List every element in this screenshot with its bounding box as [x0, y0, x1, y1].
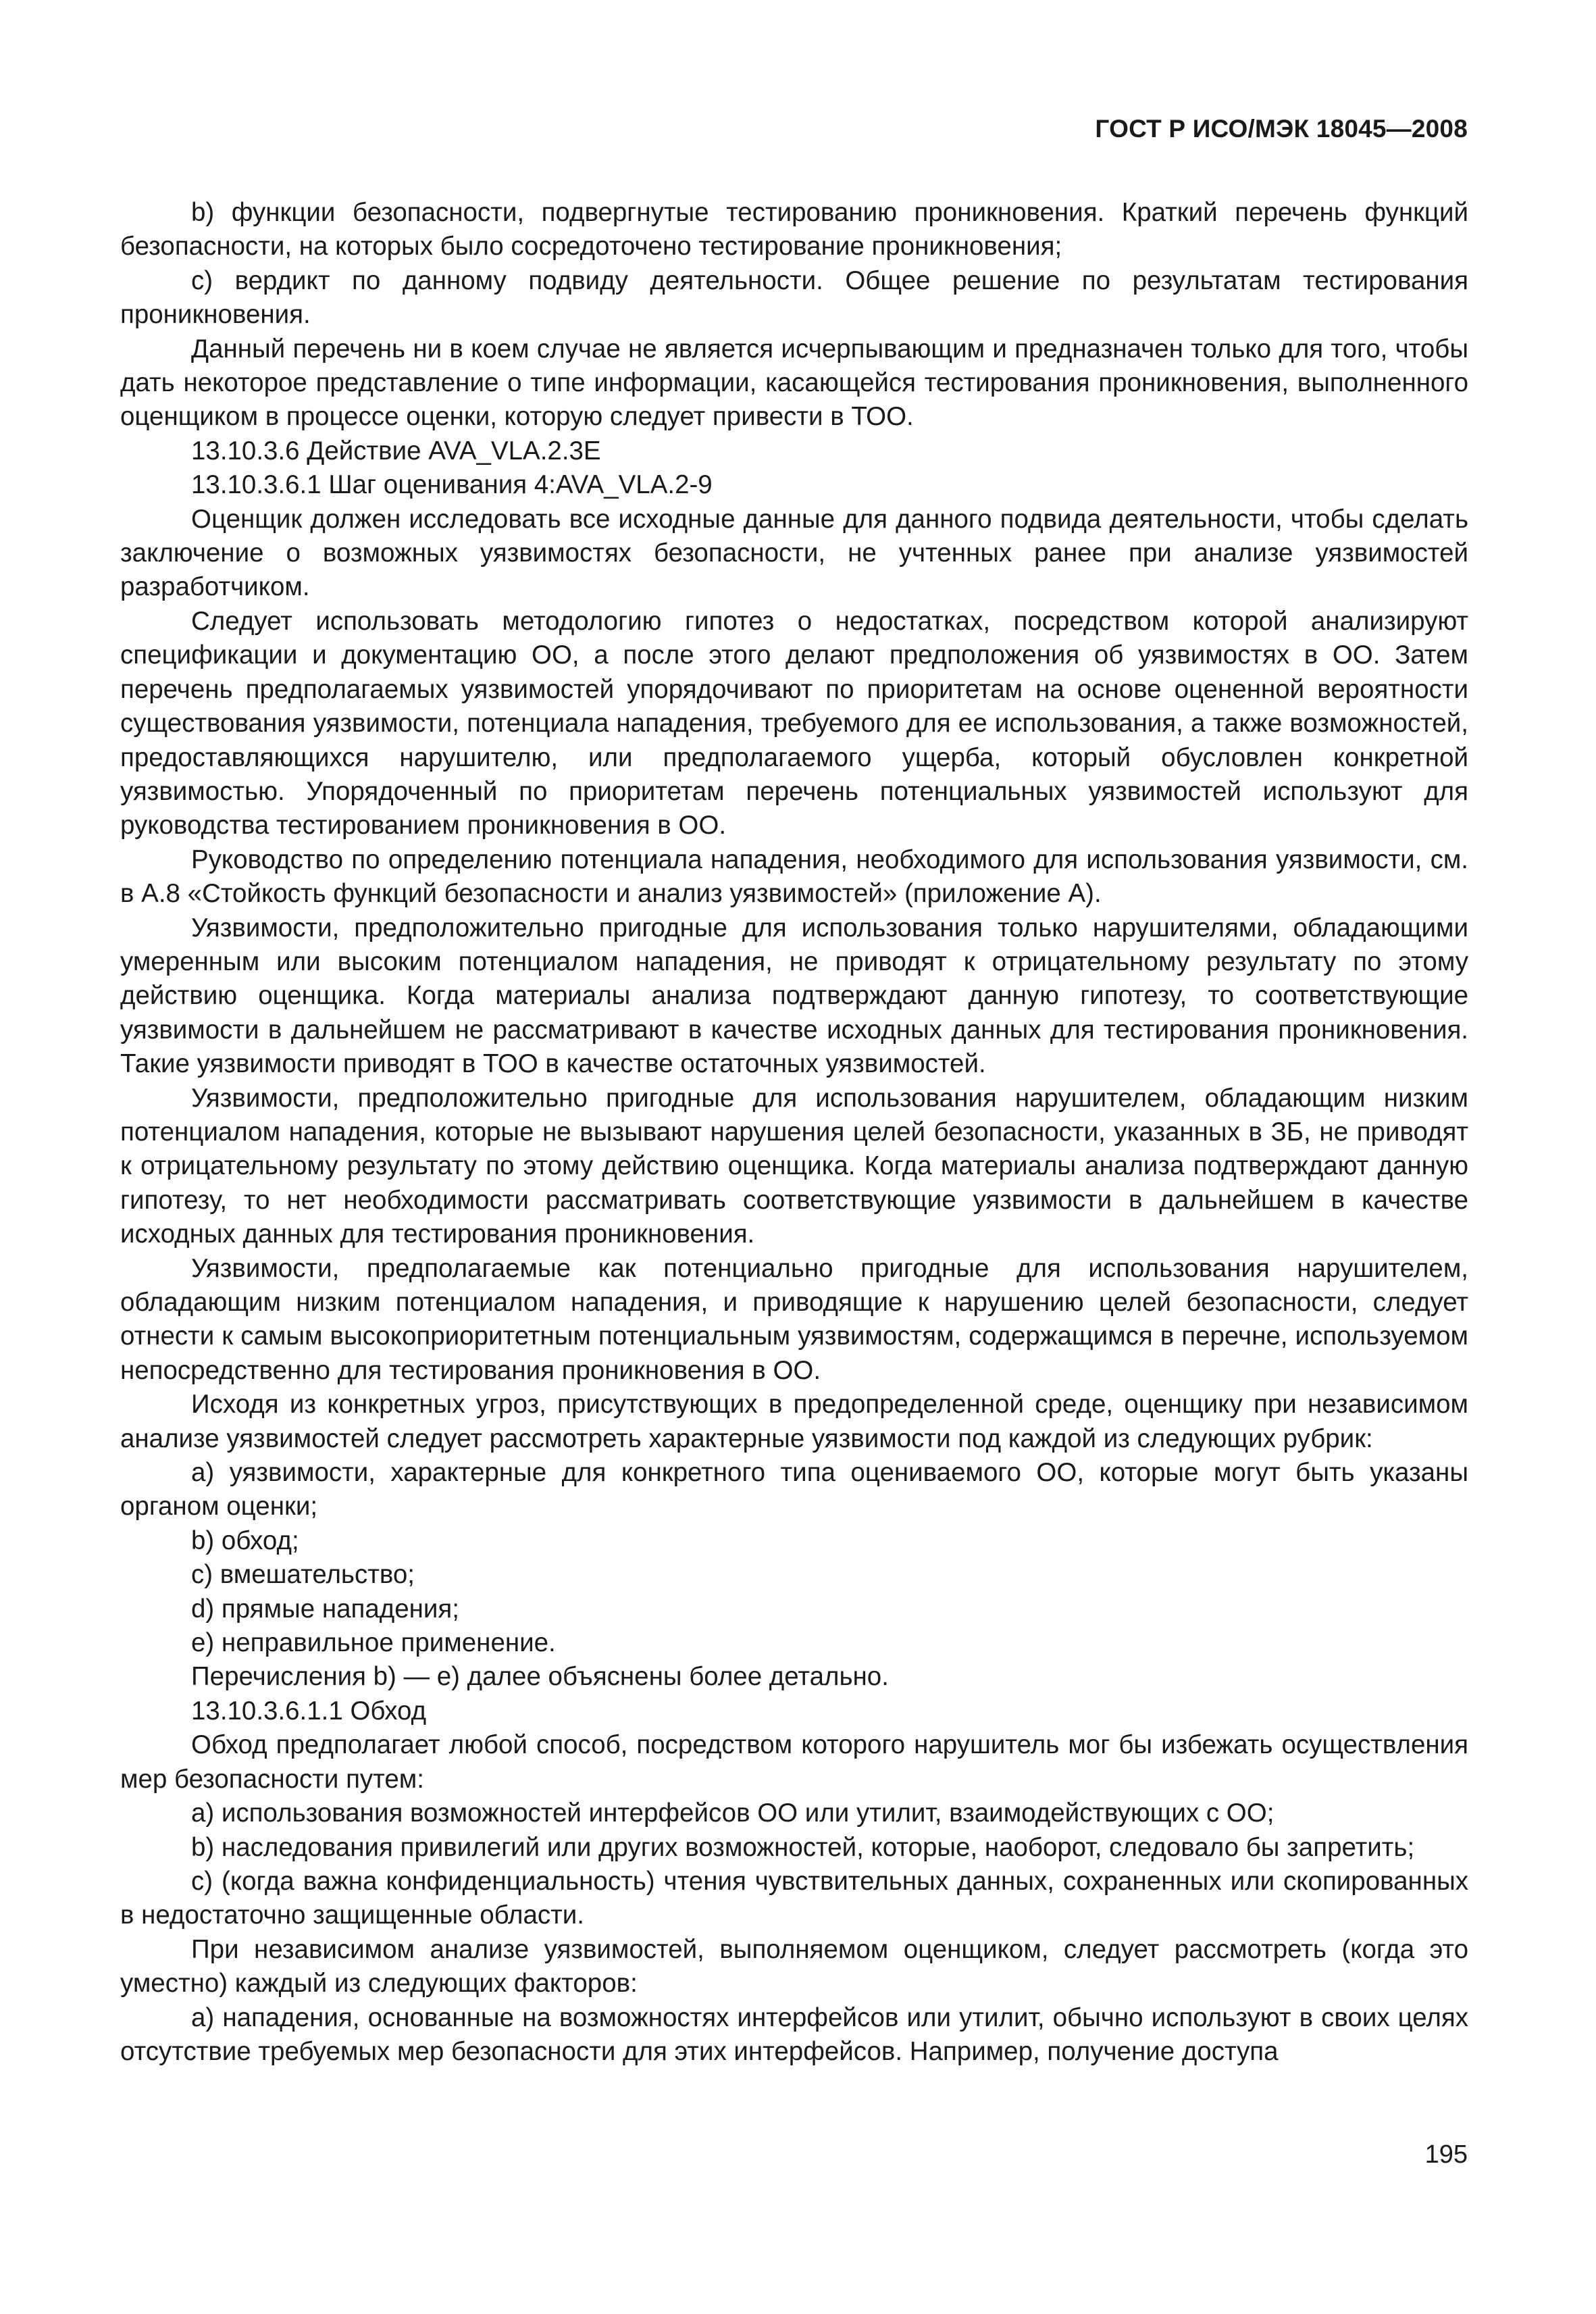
list-item: c) (когда важна конфиденциальность) чтения чувствительных данных, сохраненных или скопированных в недостаточно защищенные области.	[120, 1866, 1468, 1930]
paragraph: Исходя из конкретных угроз, присутствующих в предопределенной среде, оценщику при независимом анализе уязвимостей следует рассмотреть характерные уязвимости под каждой из следующих рубрик:	[120, 1390, 1468, 1453]
paragraph: Руководство по определению потенциала нападения, необходимого для использования уязвимости, см. в А.8 «Стойкость функций безопасности и анализ уязвимостей» (приложение А).	[120, 845, 1468, 909]
paragraph: b) функции безопасности, подвергнутые тестированию проникновения. Краткий перечень функций безопасности, на которых было сосредоточено тестирование проникновения;	[120, 198, 1468, 261]
paragraph: Следует использовать методологию гипотез о недостатках, посредством которой анализируют спецификации и документацию ОО, а после этого делают предположения об уязвимостях в ОО. Затем перечень предполагаемых уязвимостей упорядочивают по приоритетам на основе оцененной вероятности существования уязвимости, потенциала нападения, требуемого для ее использования, а также возможностей, предоставляющихся нарушителю, или предполагаемого ущерба, который обусловлен конкретной уязвимостью. Упорядоченный по приоритетам перечень потенциальных уязвимостей используют для руководства тестированием проникновения в ОО.	[120, 606, 1468, 840]
paragraph: При независимом анализе уязвимостей, выполняемом оценщиком, следует рассмотреть (когда это уместно) каждый из следующих факторов:	[120, 1934, 1468, 1998]
list-item: e) неправильное применение.	[191, 1628, 556, 1658]
list-item: a) использования возможностей интерфейсов ОО или утилит, взаимодействующих с ОО;	[191, 1799, 1275, 1828]
list-item: d) прямые нападения;	[191, 1594, 459, 1624]
paragraph: Данный перечень ни в коем случае не является исчерпывающим и предназначен только для того, чтобы дать некоторое представление о типе информации, касающейся тестирования проникновения, выполненного оценщиком в процессе оценки, которую следует привести в ТОО.	[120, 334, 1468, 432]
list-item: a) нападения, основанные на возможностях интерфейсов или утилит, обычно используют в своих целях отсутствие требуемых мер безопасности для этих интерфейсов. Например, получение доступа	[120, 2003, 1468, 2066]
list-item: c) вмешательство;	[191, 1560, 415, 1590]
paragraph: Перечисления b) — e) далее объяснены более детально.	[191, 1662, 889, 1692]
paragraph: Уязвимости, предположительно пригодные для использования нарушителем, обладающим низким потенциалом нападения, которые не вызывают нарушения целей безопасности, указанных в ЗБ, не приводят к отрицательному результату по этому действию оценщика. Когда материалы анализа подтверждают данную гипотезу, то нет необходимости рассматривать соответствующие уязвимости в дальнейшем в качестве исходных данных для тестирования проникновения.	[120, 1083, 1468, 1249]
page-number: 195	[1424, 2140, 1468, 2169]
paragraph: c) вердикт по данному подвиду деятельности. Общее решение по результатам тестирования проникновения.	[120, 266, 1468, 330]
body-text	[120, 196, 1468, 2069]
list-item: b) наследования привилегий или других возможностей, которые, наоборот, следовало бы запретить;	[191, 1832, 1415, 1862]
section-heading: 13.10.3.6 Действие AVA_VLA.2.3E	[191, 436, 601, 466]
section-heading: 13.10.3.6.1 Шаг оценивания 4:AVA_VLA.2-9	[191, 470, 713, 500]
standard-header: ГОСТ Р ИСО/МЭК 18045—2008	[1095, 115, 1468, 143]
paragraph: Обход предполагает любой способ, посредством которого нарушитель мог бы избежать осуществления мер безопасности путем:	[120, 1730, 1468, 1794]
section-heading: 13.10.3.6.1.1 Обход	[191, 1696, 427, 1726]
list-item: b) обход;	[191, 1526, 299, 1555]
paragraph: Уязвимости, предположительно пригодные для использования только нарушителями, обладающими умеренным или высоким потенциалом нападения, не приводят к отрицательному результату по этому действию оценщика. Когда материалы анализа подтверждают данную гипотезу, то соответствующие уязвимости в дальнейшем не рассматривают в качестве исходных данных для тестирования проникновения. Такие уязвимости приводят в ТОО в качестве остаточных уязвимостей.	[120, 913, 1468, 1079]
paragraph: Уязвимости, предполагаемые как потенциально пригодные для использования нарушителем, обладающим низким потенциалом нападения, и приводящие к нарушению целей безопасности, следует отнести к самым высокоприоритетным потенциальным уязвимостям, содержащимся в перечне, используемом непосредственно для тестирования проникновения в ОО.	[120, 1253, 1468, 1385]
list-item: a) уязвимости, характерные для конкретного типа оцениваемого ОО, которые могут быть указаны органом оценки;	[120, 1458, 1468, 1521]
paragraph: Оценщик должен исследовать все исходные данные для данного подвида деятельности, чтобы сделать заключение о возможных уязвимостях безопасности, не учтенных ранее при анализе уязвимостей разработчиком.	[120, 504, 1468, 602]
